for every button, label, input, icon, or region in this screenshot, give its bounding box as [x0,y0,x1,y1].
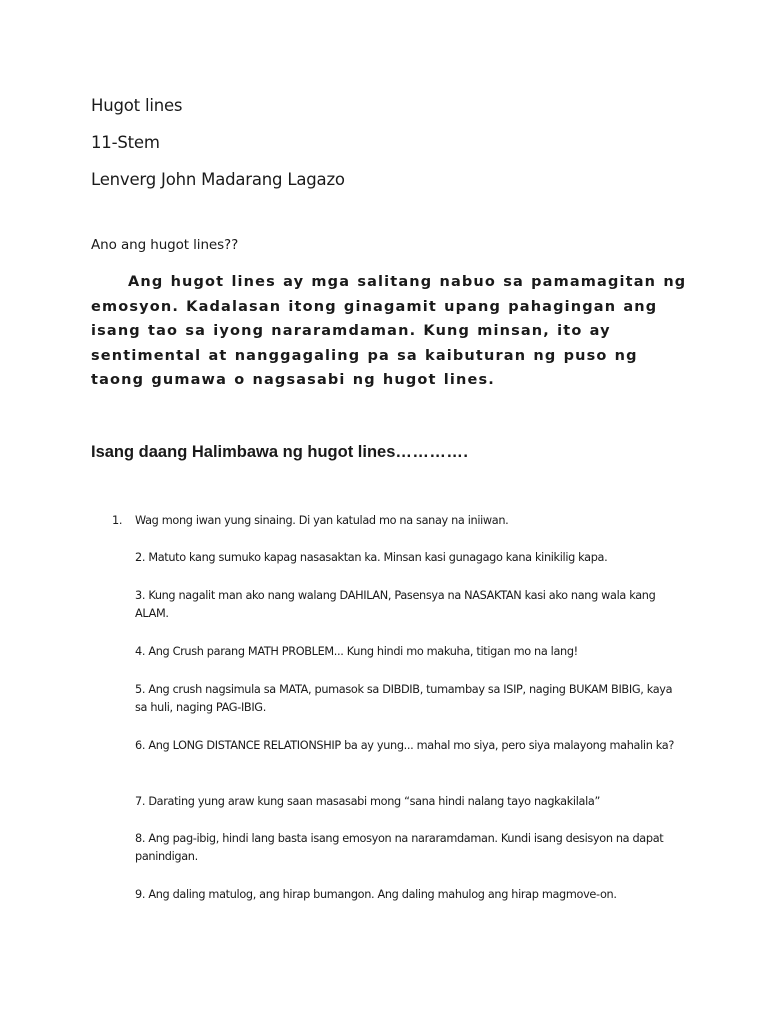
list-item-1 [112,512,508,530]
question-text: Ano ang hugot lines?? [91,237,239,253]
examples-heading-dots: …………. [395,443,469,461]
list-item-6: 6. Ang LONG DISTANCE RELATIONSHIP ba ay yung... mahal mo siya, pero siya malayong mahalin ka? [135,739,674,752]
list-item-3: 3. Kung nagalit man ako nang walang DAHILAN, Pasensya na NASAKTAN kasi ako nang wala kang ALAM. [135,589,656,620]
author-name: Lenverg John Madarang Lagazo [91,170,345,189]
list-item-number: 1. [112,514,123,527]
examples-heading-text: Isang daang Halimbawa ng hugot lines [91,443,396,461]
examples-heading [91,443,468,462]
document-title: Hugot lines [91,96,183,115]
definition-paragraph: Ang hugot lines ay mga salitang nabuo sa pamamagitan ng emosyon. Kadalasan itong ginagamit upang pahagingan ang isang tao sa iyong nararamdaman. Kung minsan, ito ay sentimental at nanggagaling pa sa kaibuturan ng puso ng taong gumawa o nagsasabi ng hugot lines. [91,274,687,388]
list-item-text: Wag mong iwan yung sinaing. Di yan katulad mo na sanay na iniiwan. [135,514,509,527]
list-item-7: 7. Darating yung araw kung saan masasabi mong “sana hindi nalang tayo nagkakilala” [135,795,600,808]
list-item-5: 5. Ang crush nagsimula sa MATA, pumasok sa DIBDIB, tumambay sa ISIP, naging BUKAM BIBIG, kaya sa huli, naging PAG-IBIG. [135,683,673,714]
list-item-4: 4. Ang Crush parang MATH PROBLEM... Kung hindi mo makuha, titigan mo na lang! [135,645,578,658]
section-label: 11-Stem [91,133,160,152]
list-item-2: 2. Matuto kang sumuko kapag nasasaktan ka. Minsan kasi gunagago kana kinikilig kapa. [135,551,608,564]
list-item-8: 8. Ang pag-ibig, hindi lang basta isang emosyon na nararamdaman. Kundi isang desisyon na dapat panindigan. [135,832,664,863]
list-item-9: 9. Ang daling matulog, ang hirap bumangon. Ang daling mahulog ang hirap magmove-on. [135,888,617,901]
